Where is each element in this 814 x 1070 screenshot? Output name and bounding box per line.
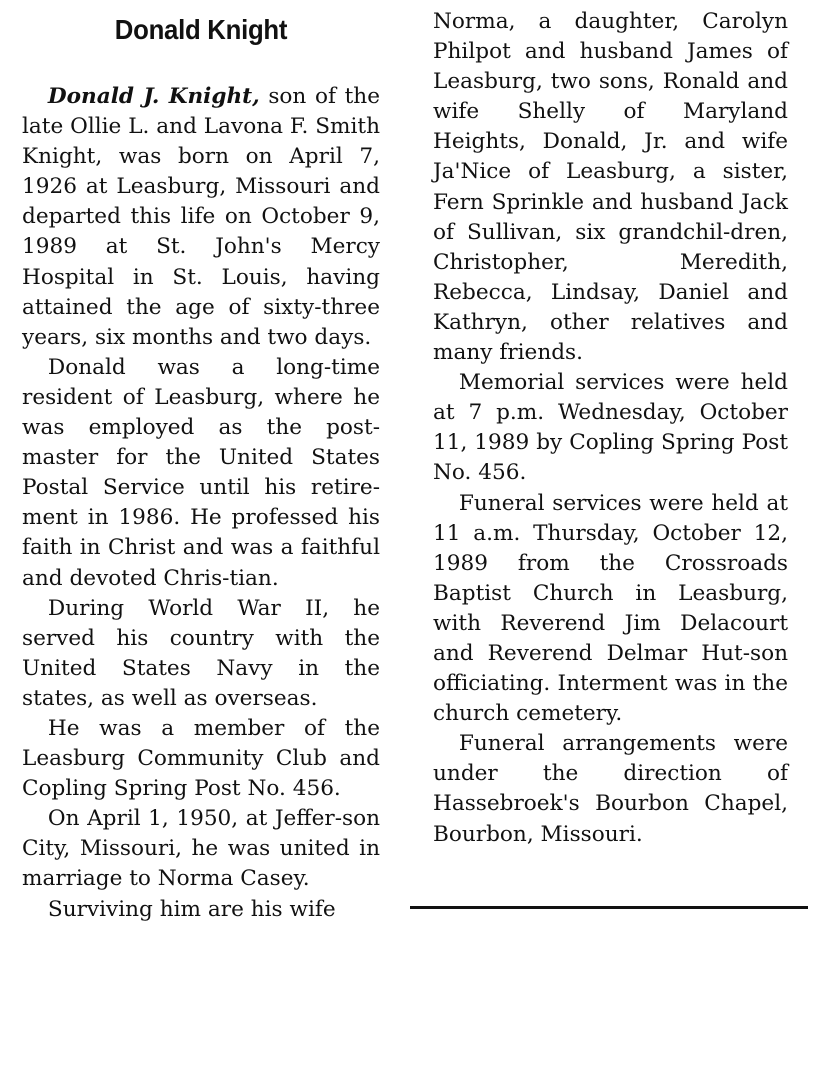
lead-name: Donald J. Knight,	[47, 84, 260, 109]
headline: Donald Knight	[114, 14, 288, 45]
paragraph-funeral: Funeral services were held at 11 a.m. Thursday, October 12, 1989 from the Crossroads Baptist Church in Leasburg, with Reverend Jim Delacourt and Reverend Delmar Hut-son officiating. Interment was in the church cemetery.	[433, 490, 788, 727]
paragraph-survivors-start: Surviving him are his wife	[47, 896, 336, 922]
end-rule	[410, 906, 808, 909]
paragraph-military: During World War II, he served his country with the United States Navy in the states, as well as overseas.	[22, 595, 380, 711]
paragraph-survivors-cont: Norma, a daughter, Carolyn Philpot and husband James of Leasburg, two sons, Ronald and wife Shelly of Maryland Heights, Donald, Jr. and wife Ja'Nice of Leasburg, a sister, Fern Sprinkle and husband Jack of Sullivan, six grandchil-dren, Christopher, Meredith, Rebecca, Lindsay, Daniel and Kathryn, other relatives and many friends.	[433, 9, 788, 366]
paragraph-birth-text: son of the late Ollie L. and Lavona F. Smith Knight, was born on April 7, 1926 at Leasburg, Missouri and departed this life on October 9, 1989 at St. John's Mercy Hospital in St. Louis, having attained the age of sixty-three years, six months and two days.	[22, 84, 380, 350]
paragraph-memberships: He was a member of the Leasburg Community Club and Copling Spring Post No. 456.	[22, 715, 380, 802]
paragraph-birth	[22, 82, 380, 353]
right-column	[433, 7, 788, 850]
paragraph-arrangements: Funeral arrangements were under the direction of Hassebroek's Bourbon Chapel, Bourbon, Missouri.	[433, 731, 788, 847]
paragraph-memorial: Memorial services were held at 7 p.m. Wednesday, October 11, 1989 by Copling Spring Post No. 456.	[433, 370, 788, 486]
paragraph-career: Donald was a long-time resident of Leasburg, where he was employed as the post-master for the United States Postal Service until his retire-ment in 1986. He professed his faith in Christ and was a faithful and devoted Chris-tian.	[22, 354, 380, 591]
paragraph-marriage: On April 1, 1950, at Jeffer-son City, Missouri, he was united in marriage to Norma Casey.	[22, 806, 380, 892]
left-column	[22, 0, 380, 925]
